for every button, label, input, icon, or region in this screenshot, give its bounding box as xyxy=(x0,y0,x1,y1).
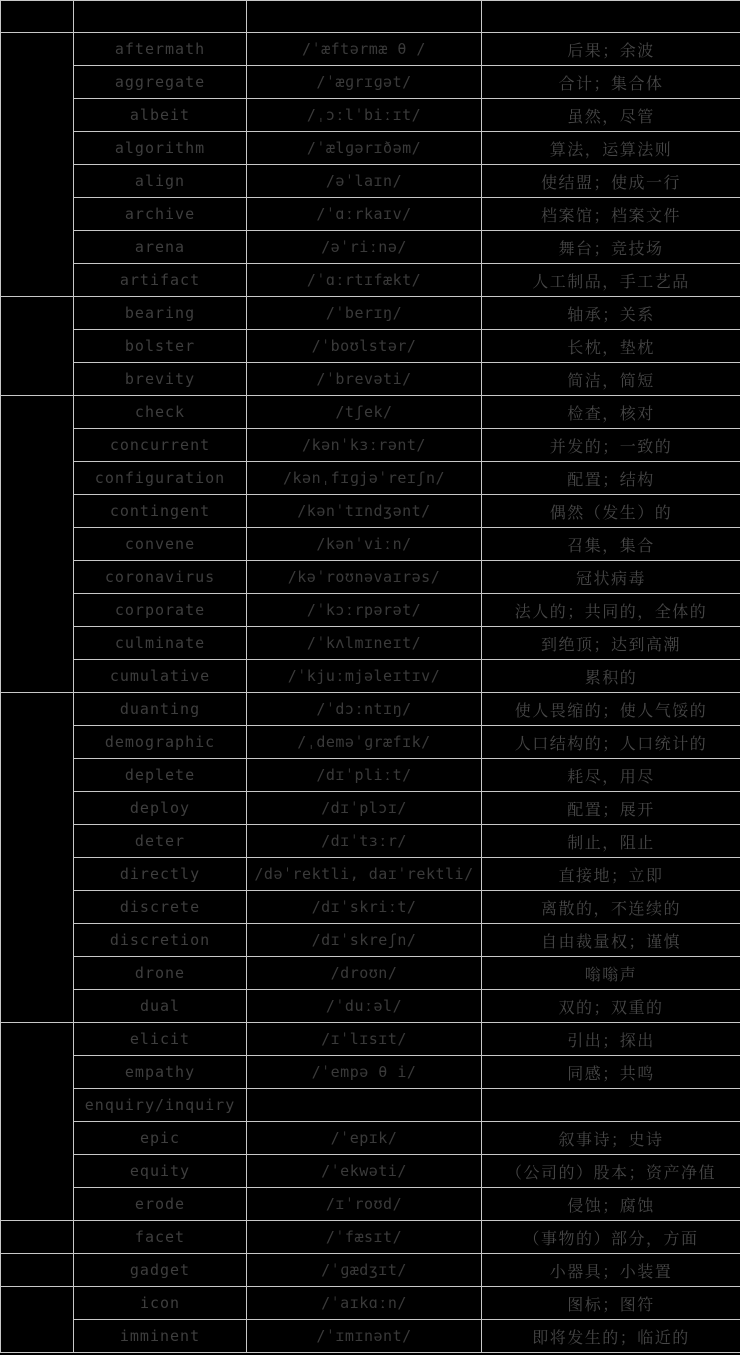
table-row xyxy=(1,627,740,660)
ipa-cell: /ˈberɪŋ/ xyxy=(247,297,482,330)
word-cell: cumulative xyxy=(74,660,247,693)
table-row xyxy=(1,66,740,99)
ipa-cell: /ˈælɡərɪðəm/ xyxy=(247,132,482,165)
table-row xyxy=(1,693,740,726)
vocab-tbody xyxy=(1,33,740,1353)
ipa-cell: /dɪˈskriːt/ xyxy=(247,891,482,924)
header-row xyxy=(1,1,740,33)
meaning-cell: 虽然，尽管 xyxy=(482,99,740,132)
ipa-cell: /əˈlaɪn/ xyxy=(247,165,482,198)
ipa-cell: /ˈɡædʒɪt/ xyxy=(247,1254,482,1287)
table-row xyxy=(1,594,740,627)
meaning-cell: 到绝顶；达到高潮 xyxy=(482,627,740,660)
meaning-cell: （公司的）股本；资产净值 xyxy=(482,1155,740,1188)
letter-group-cell xyxy=(1,693,74,1023)
word-cell: coronavirus xyxy=(74,561,247,594)
meaning-cell: 合计；集合体 xyxy=(482,66,740,99)
table-row xyxy=(1,924,740,957)
table-row xyxy=(1,1221,740,1254)
table-row xyxy=(1,1287,740,1320)
meaning-cell: 并发的；一致的 xyxy=(482,429,740,462)
table-row xyxy=(1,1023,740,1056)
ipa-cell: /ˈkɔːrpərət/ xyxy=(247,594,482,627)
table-row xyxy=(1,891,740,924)
word-cell: deplete xyxy=(74,759,247,792)
meaning-cell: 法人的；共同的，全体的 xyxy=(482,594,740,627)
table-row xyxy=(1,429,740,462)
table-row xyxy=(1,957,740,990)
ipa-cell: /ˈæɡrɪɡət/ xyxy=(247,66,482,99)
ipa-cell: /ˈbrevəti/ xyxy=(247,363,482,396)
word-cell: icon xyxy=(74,1287,247,1320)
table-row xyxy=(1,759,740,792)
header-meaning-cell xyxy=(482,1,740,33)
header-word-cell xyxy=(74,1,247,33)
letter-group-cell xyxy=(1,1023,74,1221)
table-row xyxy=(1,858,740,891)
ipa-cell: /ˈɑːrtɪfækt/ xyxy=(247,264,482,297)
ipa-cell xyxy=(247,1089,482,1122)
meaning-cell: （事物的）部分，方面 xyxy=(482,1221,740,1254)
ipa-cell: /dɪˈpliːt/ xyxy=(247,759,482,792)
meaning-cell: 直接地；立即 xyxy=(482,858,740,891)
meaning-cell: 叙事诗；史诗 xyxy=(482,1122,740,1155)
ipa-cell: /ˌɔːlˈbiːɪt/ xyxy=(247,99,482,132)
meaning-cell: 自由裁量权；谨慎 xyxy=(482,924,740,957)
ipa-cell: /ˌdeməˈɡræfɪk/ xyxy=(247,726,482,759)
table-row xyxy=(1,660,740,693)
word-cell: elicit xyxy=(74,1023,247,1056)
ipa-cell: /ˈaɪkɑːn/ xyxy=(247,1287,482,1320)
meaning-cell: 即将发生的；临近的 xyxy=(482,1320,740,1353)
meaning-cell: 使结盟；使成一行 xyxy=(482,165,740,198)
table-row xyxy=(1,330,740,363)
letter-group-cell xyxy=(1,1221,74,1254)
meaning-cell: 算法，运算法则 xyxy=(482,132,740,165)
meaning-cell: 双的；双重的 xyxy=(482,990,740,1023)
word-cell: contingent xyxy=(74,495,247,528)
meaning-cell: 耗尽，用尽 xyxy=(482,759,740,792)
word-cell: demographic xyxy=(74,726,247,759)
word-cell: aggregate xyxy=(74,66,247,99)
meaning-cell: 小器具；小装置 xyxy=(482,1254,740,1287)
word-cell: deter xyxy=(74,825,247,858)
meaning-cell: 舞台；竞技场 xyxy=(482,231,740,264)
meaning-cell: 制止，阻止 xyxy=(482,825,740,858)
table-row xyxy=(1,99,740,132)
meaning-cell: 偶然（发生）的 xyxy=(482,495,740,528)
ipa-cell: /ˈɑːrkaɪv/ xyxy=(247,198,482,231)
table-row xyxy=(1,231,740,264)
table-row xyxy=(1,792,740,825)
ipa-cell: /ˈæftərmæ θ / xyxy=(247,33,482,66)
meaning-cell: 人工制品，手工艺品 xyxy=(482,264,740,297)
word-cell: enquiry/inquiry xyxy=(74,1089,247,1122)
ipa-cell: /ˈdɔːntɪŋ/ xyxy=(247,693,482,726)
word-cell: artifact xyxy=(74,264,247,297)
word-cell: dual xyxy=(74,990,247,1023)
word-cell: directly xyxy=(74,858,247,891)
meaning-cell: 嗡嗡声 xyxy=(482,957,740,990)
word-cell: culminate xyxy=(74,627,247,660)
word-cell: configuration xyxy=(74,462,247,495)
ipa-cell: /ɪˈroʊd/ xyxy=(247,1188,482,1221)
word-cell: bearing xyxy=(74,297,247,330)
header-group-cell xyxy=(1,1,74,33)
word-cell: discrete xyxy=(74,891,247,924)
word-cell: arena xyxy=(74,231,247,264)
table-row xyxy=(1,264,740,297)
table-row xyxy=(1,561,740,594)
ipa-cell: /droʊn/ xyxy=(247,957,482,990)
word-cell: duanting xyxy=(74,693,247,726)
table-row xyxy=(1,990,740,1023)
word-cell: empathy xyxy=(74,1056,247,1089)
table-row xyxy=(1,363,740,396)
word-cell: discretion xyxy=(74,924,247,957)
table-row xyxy=(1,198,740,231)
table-row xyxy=(1,528,740,561)
header-ipa-cell xyxy=(247,1,482,33)
meaning-cell: 轴承；关系 xyxy=(482,297,740,330)
word-cell: archive xyxy=(74,198,247,231)
meaning-cell: 图标；图符 xyxy=(482,1287,740,1320)
word-cell: drone xyxy=(74,957,247,990)
word-cell: erode xyxy=(74,1188,247,1221)
meaning-cell: 冠状病毒 xyxy=(482,561,740,594)
letter-group-cell xyxy=(1,297,74,396)
word-cell: deploy xyxy=(74,792,247,825)
table-row xyxy=(1,462,740,495)
word-cell: equity xyxy=(74,1155,247,1188)
letter-group-cell xyxy=(1,396,74,693)
word-cell: convene xyxy=(74,528,247,561)
ipa-cell: /kənˌfɪɡjəˈreɪʃn/ xyxy=(247,462,482,495)
word-cell: corporate xyxy=(74,594,247,627)
ipa-cell: /əˈriːnə/ xyxy=(247,231,482,264)
ipa-cell: /ɪˈlɪsɪt/ xyxy=(247,1023,482,1056)
word-cell: bolster xyxy=(74,330,247,363)
meaning-cell: 配置；展开 xyxy=(482,792,740,825)
letter-group-cell xyxy=(1,1287,74,1353)
meaning-cell: 累积的 xyxy=(482,660,740,693)
meaning-cell: 召集，集合 xyxy=(482,528,740,561)
word-cell: aftermath xyxy=(74,33,247,66)
meaning-cell: 侵蚀；腐蚀 xyxy=(482,1188,740,1221)
ipa-cell: /kəˈroʊnəvaɪrəs/ xyxy=(247,561,482,594)
meaning-cell: 离散的，不连续的 xyxy=(482,891,740,924)
meaning-cell: 档案馆；档案文件 xyxy=(482,198,740,231)
table-row xyxy=(1,1122,740,1155)
letter-group-cell xyxy=(1,33,74,297)
word-cell: imminent xyxy=(74,1320,247,1353)
ipa-cell: /dɪˈskreʃn/ xyxy=(247,924,482,957)
ipa-cell: /dɪˈplɔɪ/ xyxy=(247,792,482,825)
word-cell: gadget xyxy=(74,1254,247,1287)
meaning-cell xyxy=(482,1089,740,1122)
ipa-cell: /ˈkjuːmjəleɪtɪv/ xyxy=(247,660,482,693)
table-row xyxy=(1,1320,740,1353)
table-row xyxy=(1,1188,740,1221)
word-cell: check xyxy=(74,396,247,429)
word-cell: facet xyxy=(74,1221,247,1254)
ipa-cell: /dəˈrektli, daɪˈrektli/ xyxy=(247,858,482,891)
ipa-cell: /ˈduːəl/ xyxy=(247,990,482,1023)
table-row xyxy=(1,726,740,759)
word-cell: align xyxy=(74,165,247,198)
meaning-cell: 使人畏缩的；使人气馁的 xyxy=(482,693,740,726)
meaning-cell: 同感；共鸣 xyxy=(482,1056,740,1089)
table-row xyxy=(1,33,740,66)
table-row xyxy=(1,1089,740,1122)
meaning-cell: 长枕，垫枕 xyxy=(482,330,740,363)
meaning-cell: 人口结构的；人口统计的 xyxy=(482,726,740,759)
word-cell: brevity xyxy=(74,363,247,396)
ipa-cell: /ˈɪmɪnənt/ xyxy=(247,1320,482,1353)
ipa-cell: /dɪˈtɜːr/ xyxy=(247,825,482,858)
ipa-cell: /kənˈkɜːrənt/ xyxy=(247,429,482,462)
meaning-cell: 引出；探出 xyxy=(482,1023,740,1056)
table-row xyxy=(1,165,740,198)
table-row xyxy=(1,1155,740,1188)
meaning-cell: 配置；结构 xyxy=(482,462,740,495)
ipa-cell: /kənˈviːn/ xyxy=(247,528,482,561)
ipa-cell: /ˈempə θ i/ xyxy=(247,1056,482,1089)
meaning-cell: 简洁，简短 xyxy=(482,363,740,396)
ipa-cell: /ˈekwəti/ xyxy=(247,1155,482,1188)
word-cell: concurrent xyxy=(74,429,247,462)
ipa-cell: /ˈepɪk/ xyxy=(247,1122,482,1155)
table-row xyxy=(1,495,740,528)
letter-group-cell xyxy=(1,1254,74,1287)
word-cell: algorithm xyxy=(74,132,247,165)
table-row xyxy=(1,825,740,858)
meaning-cell: 后果；余波 xyxy=(482,33,740,66)
ipa-cell: /tʃek/ xyxy=(247,396,482,429)
ipa-cell: /ˈfæsɪt/ xyxy=(247,1221,482,1254)
word-cell: albeit xyxy=(74,99,247,132)
table-row xyxy=(1,297,740,330)
ipa-cell: /ˈkʌlmɪneɪt/ xyxy=(247,627,482,660)
ipa-cell: /ˈboʊlstər/ xyxy=(247,330,482,363)
table-row xyxy=(1,1056,740,1089)
table-row xyxy=(1,1254,740,1287)
table-row xyxy=(1,396,740,429)
table-row xyxy=(1,132,740,165)
ipa-cell: /kənˈtɪndʒənt/ xyxy=(247,495,482,528)
meaning-cell: 检查，核对 xyxy=(482,396,740,429)
word-cell: epic xyxy=(74,1122,247,1155)
